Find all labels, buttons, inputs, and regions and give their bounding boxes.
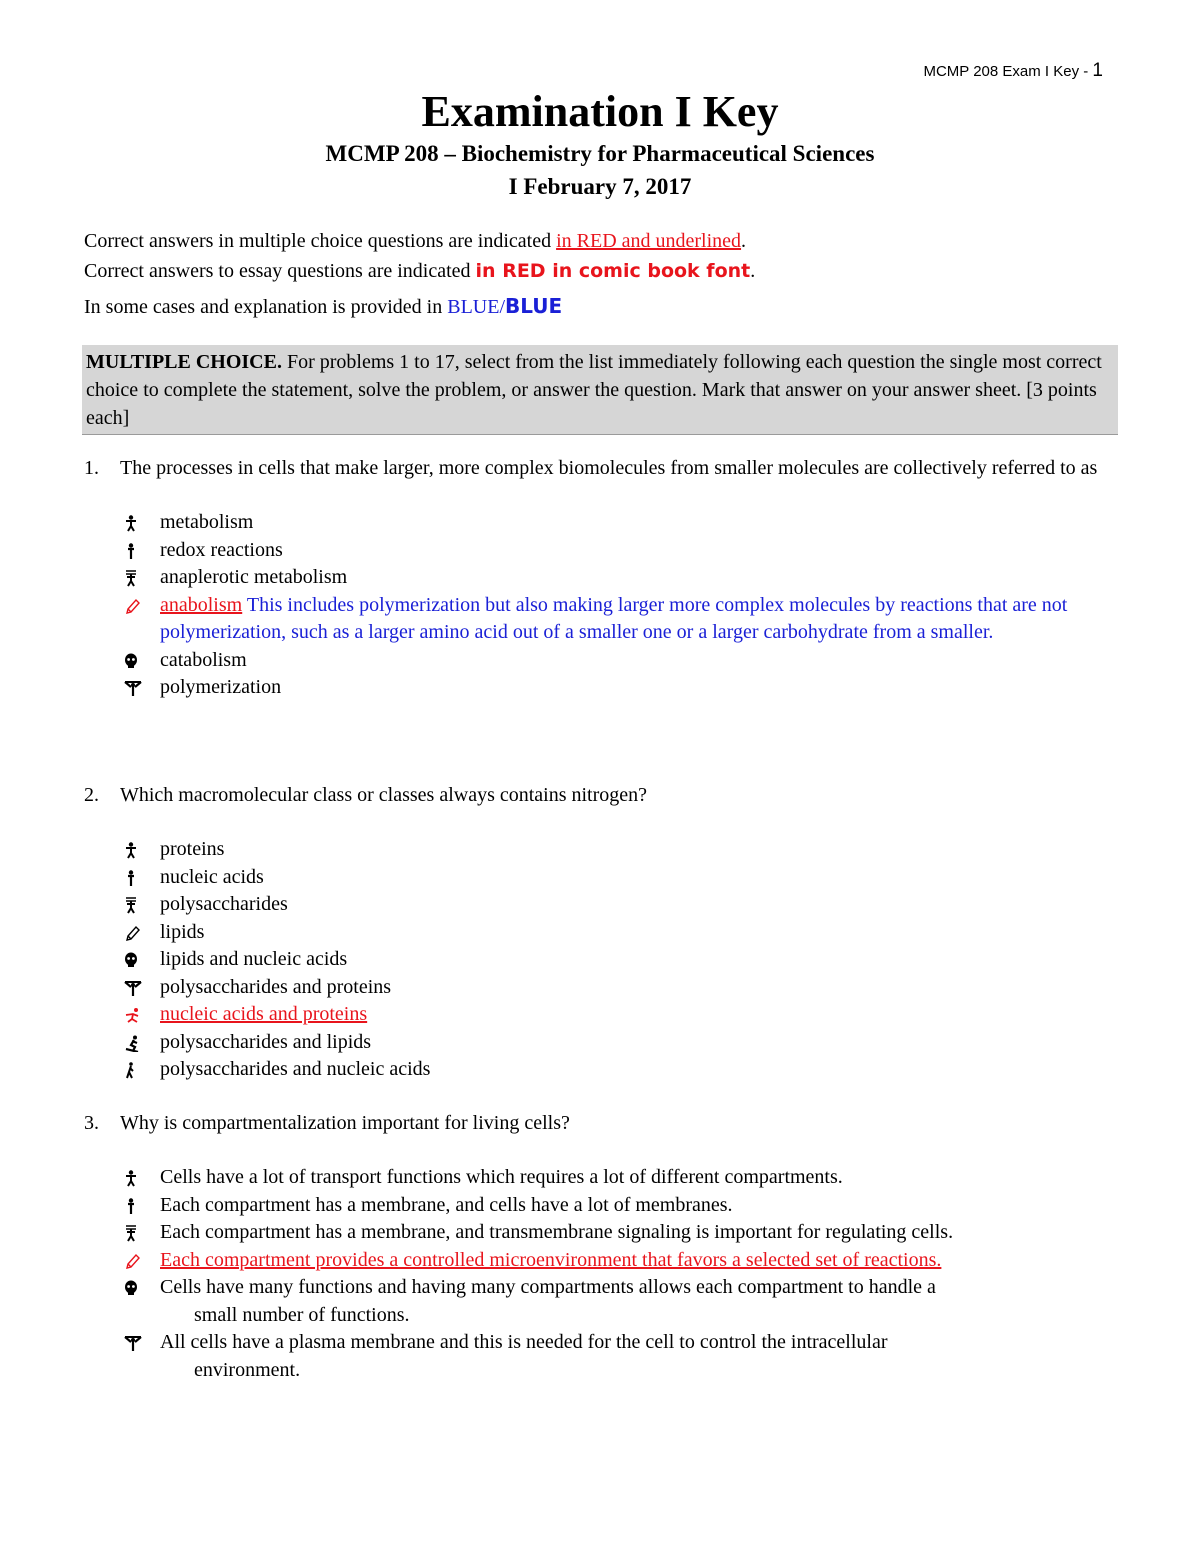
skull-icon	[84, 946, 160, 974]
page-title: Examination I Key	[421, 87, 779, 136]
answer-options	[84, 836, 1124, 1084]
note-explanation: In some cases and explanation is provided in BLUE/BLUE	[84, 294, 563, 318]
answer-option	[84, 1056, 1124, 1084]
option-text	[160, 919, 1124, 947]
option-text	[160, 1164, 1124, 1192]
page-number: 1	[1092, 60, 1103, 81]
skull-icon	[84, 647, 160, 675]
option-label: polymerization	[160, 676, 282, 698]
option-text	[160, 891, 1124, 919]
option-label: polysaccharides and lipids	[160, 1030, 372, 1053]
answer-option	[84, 919, 1124, 947]
question-text: The processes in cells that make larger, more complex biomolecules from smaller molecules are collectively referred to as	[120, 457, 1098, 479]
option-text	[160, 1001, 1124, 1029]
answer-option	[84, 674, 1124, 702]
figure-icon-c	[84, 891, 160, 919]
answer-options	[84, 509, 1124, 702]
answer-option	[84, 836, 1124, 864]
answer-option	[84, 537, 1124, 565]
answer-option	[84, 891, 1124, 919]
question-2	[84, 782, 1124, 1084]
figure-icon-c	[84, 564, 160, 592]
question-text: Which macromolecular class or classes always contains nitrogen?	[120, 784, 648, 806]
option-text	[160, 1247, 1124, 1275]
answer-option	[84, 1329, 1124, 1384]
question-number: 3.	[84, 1112, 99, 1134]
cross-figure-icon	[84, 674, 160, 702]
answer-option	[84, 1274, 1124, 1329]
option-label: Each compartment has a membrane, and transmembrane signaling is important for regulating cells.	[160, 1221, 954, 1243]
figure-icon-b	[84, 537, 160, 565]
option-label: polysaccharides and proteins	[160, 975, 392, 998]
option-text	[160, 974, 1124, 1002]
option-text	[160, 509, 1124, 537]
option-label: metabolism	[160, 511, 254, 533]
option-text	[160, 1329, 1124, 1384]
note-essay: Correct answers to essay questions are indicated in RED in comic book font.	[84, 260, 756, 282]
option-text	[160, 864, 1124, 892]
pencil-icon	[84, 1247, 160, 1275]
answer-option	[84, 864, 1124, 892]
question-number: 1.	[84, 457, 99, 479]
option-text	[160, 836, 1124, 864]
option-label: lipids	[160, 920, 205, 943]
option-text	[160, 1219, 1124, 1247]
option-label: All cells have a plasma membrane and this is needed for the cell to control the intracellular	[160, 1331, 888, 1353]
skull-icon	[84, 1274, 160, 1329]
option-text	[160, 1274, 1124, 1329]
answer-option-correct	[84, 1247, 1124, 1275]
option-text	[160, 647, 1124, 675]
option-text	[160, 674, 1124, 702]
question-stem	[84, 455, 1124, 482]
answer-option-correct	[84, 1001, 1124, 1029]
option-label: Each compartment has a membrane, and cells have a lot of membranes.	[160, 1193, 733, 1216]
answer-option	[84, 974, 1124, 1002]
running-header	[923, 60, 1103, 82]
option-label: Cells have many functions and having many compartments allows each compartment to handle a	[160, 1276, 936, 1298]
pencil-icon	[84, 592, 160, 647]
answer-option	[84, 1219, 1124, 1247]
running-title: MCMP 208 Exam I Key -	[923, 63, 1093, 80]
option-label: nucleic acids and proteins	[160, 1003, 368, 1025]
course-subtitle: MCMP 208 – Biochemistry for Pharmaceutical Sciences	[325, 141, 875, 166]
answer-key-notes	[84, 226, 1124, 321]
option-text-continued: small number of functions.	[194, 1303, 410, 1326]
option-label: Each compartment provides a controlled microenvironment that favors a selected set of reactions.	[160, 1248, 942, 1271]
answer-option-correct	[84, 592, 1124, 647]
option-label: redox reactions	[160, 538, 283, 561]
question-1	[84, 455, 1124, 702]
question-stem	[84, 1110, 1124, 1137]
option-text-continued: environment.	[194, 1358, 301, 1381]
question-number: 2.	[84, 784, 99, 806]
cross-figure-icon	[84, 1329, 160, 1384]
option-text	[160, 1192, 1124, 1220]
option-text	[160, 592, 1124, 647]
figure-icon-b	[84, 864, 160, 892]
option-label: proteins	[160, 838, 225, 860]
note-mc: Correct answers in multiple choice questions are indicated in RED and underlined.	[84, 230, 747, 252]
answer-option	[84, 946, 1124, 974]
option-label: polysaccharides and nucleic acids	[160, 1058, 431, 1080]
multiple-choice-instructions: MULTIPLE CHOICE. For problems 1 to 17, select from the list immediately following each question the single most correct choice to complete the statement, solve the problem, or answer the question. Mark that answer on your answer sheet. [3 points each]	[82, 345, 1118, 435]
answer-option	[84, 1164, 1124, 1192]
option-label: polysaccharides	[160, 893, 288, 915]
figure-icon-a	[84, 509, 160, 537]
figure-icon-c	[84, 1219, 160, 1247]
answer-option	[84, 1192, 1124, 1220]
option-text	[160, 946, 1124, 974]
answer-option	[84, 564, 1124, 592]
option-label: Cells have a lot of transport functions which requires a lot of different compartments.	[160, 1166, 843, 1188]
option-text	[160, 564, 1124, 592]
runner-icon	[84, 1001, 160, 1029]
figure-icon-a	[84, 836, 160, 864]
option-label: anabolism	[160, 593, 243, 616]
option-text	[160, 537, 1124, 565]
answer-option	[84, 1029, 1124, 1057]
answer-option	[84, 647, 1124, 675]
answer-options	[84, 1164, 1124, 1384]
option-explanation: This includes polymerization but also making larger more complex molecules by reactions that are not polymerization, such as a larger amino acid out of a smaller one or a larger carbohydrate from a smaller.	[160, 593, 1068, 643]
question-3	[84, 1110, 1124, 1384]
cross-figure-icon	[84, 974, 160, 1002]
question-stem	[84, 782, 1124, 809]
option-label: lipids and nucleic acids	[160, 948, 348, 970]
answer-option	[84, 509, 1124, 537]
skier-icon	[84, 1029, 160, 1057]
exam-date: I February 7, 2017	[508, 174, 692, 199]
option-label: nucleic acids	[160, 865, 264, 888]
option-text	[160, 1029, 1124, 1057]
pencil-icon	[84, 919, 160, 947]
walker-icon	[84, 1056, 160, 1084]
figure-icon-b	[84, 1192, 160, 1220]
option-label: catabolism	[160, 648, 247, 671]
question-text: Why is compartmentalization important for living cells?	[120, 1112, 570, 1134]
figure-icon-a	[84, 1164, 160, 1192]
option-label: anaplerotic metabolism	[160, 566, 348, 588]
option-text	[160, 1056, 1124, 1084]
